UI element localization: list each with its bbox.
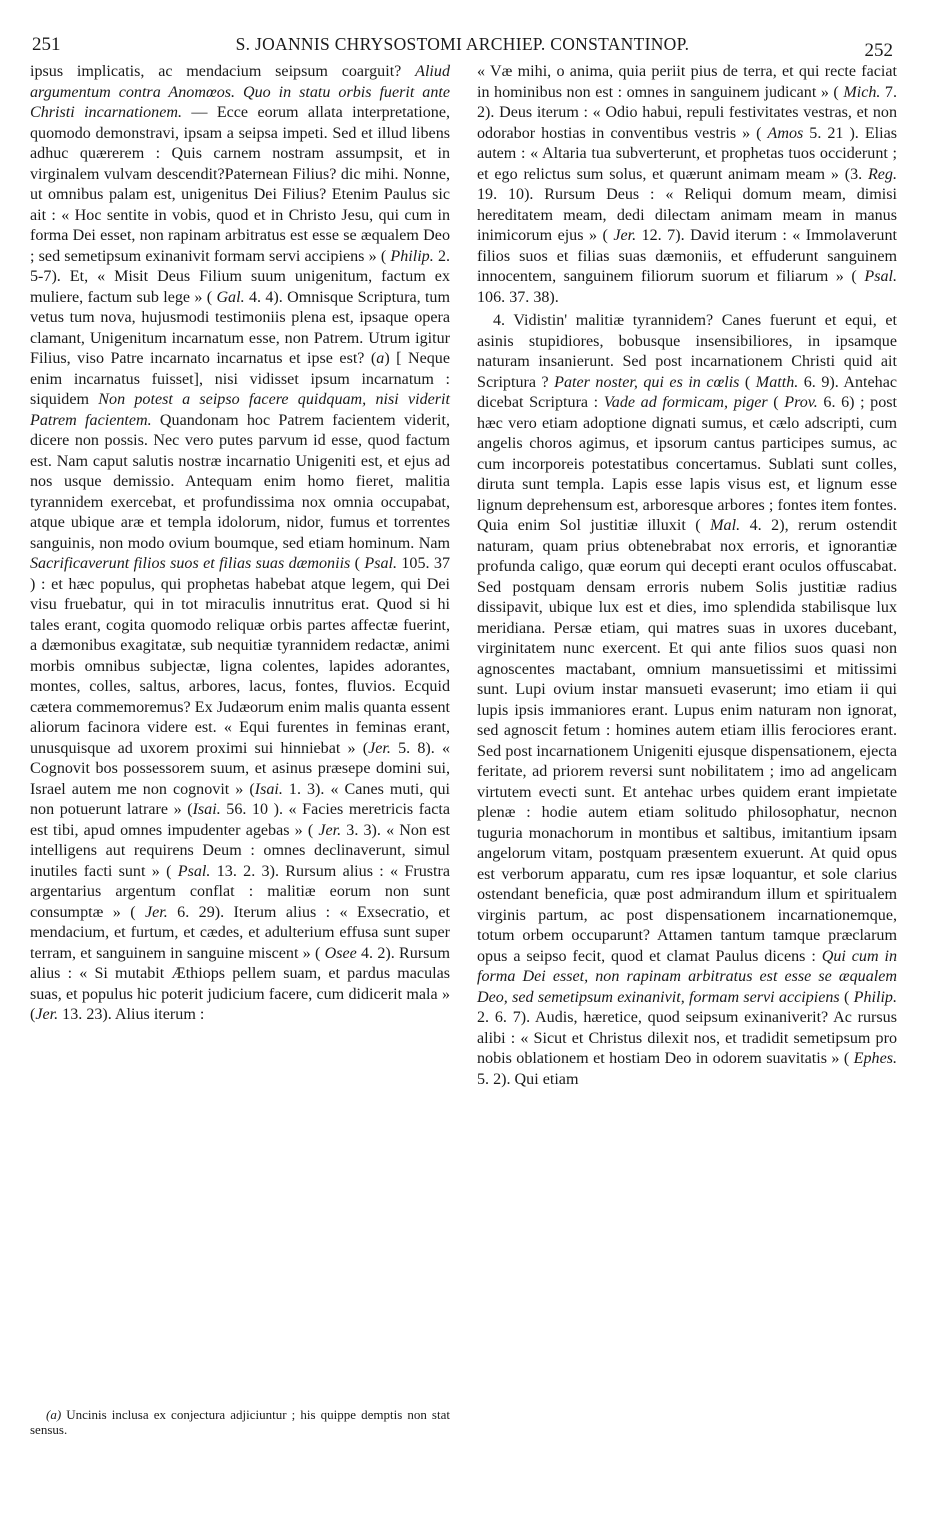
- page-number-left: 251: [32, 34, 61, 55]
- italic-quote: Pater noster, qui es in cœlis: [554, 373, 740, 391]
- text-run: 6. 9). Antehac dicebat Scriptura :: [477, 373, 897, 411]
- italic-quote: Non potest a seipso facere quidquam, nisi viderit Patrem facientem.: [30, 391, 450, 429]
- running-title: S. JOANNIS CHRYSOSTOMI ARCHIEP. CONSTANTINOP.: [235, 34, 690, 54]
- text-run: 105. 37 ) : et hæc populus, qui prophetas habebat atque legem, qui Dei visu fruebatur, qui in tot miraculis innutritus erat. Quod si hi tales erant, cogita quomodo reliquæ orbis partes affectæ fuerint, a dæmonibus exagitatæ, sub nequitiæ tyrannidem redactæ, animi morbis omnibus subjectæ, ligna colentes, lapides adorantes, montes, colles, saltus, arbores, lacus, fontes, fluvios. Ecquid cætera commemoremus? Ex Judæorum enim malis quanta essent aliorum facinora videre est. « Equi furentes in feminas erant, unusquisque ad uxorem proximi sui hinniebat » (: [30, 555, 451, 757]
- footnote-text: Uncinis inclusa ex conjectura adjiciuntur ; his quippe demptis non stat sensus.: [30, 1407, 450, 1437]
- scripture-ref: Jer.: [613, 227, 637, 244]
- scripture-ref: Ephes.: [853, 1050, 897, 1067]
- scripture-ref: Jer.: [35, 1006, 59, 1023]
- text-run: 6. 6) ; post hæc vero etiam adoptione dignati sumus, et cælo adscripti, cum angelis choros agimus, et ipsorum cantus participes sumus, ac cum incorporeis potestatibus concertamus. Sublati sunt colles, diruta sunt templa. Lapis esse lapis visus est, et lignum esse lignum deprehensum est, arboresque arbores ; fontes item fontes. Quia enim Sol justitiæ illuxit (: [477, 394, 898, 534]
- text-run: 5. 21 ). Elias autem : « Altaria tua subverterunt, et prophetas tuos occiderunt ; et ego relictus sum solus, et quærunt animam meam » (3.: [477, 124, 897, 183]
- text-run: 4. 2). Rursum alius : « Si mutabit Æthiops pellem suam, et pardus maculas suas, et populus hic poterit judicium facere, cum didicerit mala » (: [30, 944, 450, 1023]
- text-run: (: [350, 555, 365, 572]
- text-run: 4. 2), rerum ostendit naturam, quam prius obtenebrabat nox erroris, et ignorantiæ profunda caligo, quæ eorum qui decepti erant oculos offuscabat. Sed postquam densam erroris nubem Solis justitiæ radius dissipavit, ubique lux est et dies, imo splendida stabilisque lux meridiana. Persæ etiam, qui matres suas in uxores ducebant, virginitatem nunc exercent. Et qui ante filios suos quasi non agnoscentes mactabant, omnium mansuetissimi et mitissimi sunt. Lupi ovium instar mansueti evaserunt; imo etiam ii qui lupis ipsis immaniores erant. Lupus enim naturam non ignorat, sed agnoscit fetum : homines autem etiam illis ferociores erant. Sed post incarnationem Unigeniti ejusque dispensationem, ejecta feritate, ad priorem reversi sunt nobilitatem ; imo ad angelicam virtutem evecti sunt. Et antehac urbes quidem erant impietate plenæ : hodie autem etiam solitudo philosophatur, necnon tuguria monachorum in montibus et saltibus, imitantium ipsam angelorum vitam, postquam præsentem exuerunt. At quid opus est verborum apparatu, cum res ipsæ loquantur, et sole clarius ostendant beneficia, quæ post admirandum illum et spiritualem virginis partum, ac post dispensationem incarnationemque, totum orbem occuparunt? Attamen tantum tamque præclarum opus a seipso fecit, quod et clamat Paulus dicens :: [477, 517, 897, 965]
- page-header: [30, 34, 895, 60]
- text-run: 12. 7). David iterum : « Immolaverunt filios suos et filias suas dæmoniis, et effuderunt sanguinem innocentem, sanguinem filiorum suorum et filiarum » (: [477, 227, 897, 285]
- text-run: ) [ Neque enim incarnatus fuisset], nisi vidisset ipsum incarnatum : siquidem: [30, 350, 450, 408]
- scripture-ref: Psal.: [177, 862, 211, 880]
- footnote: [30, 1407, 450, 1437]
- scripture-ref: Isai.: [192, 801, 221, 818]
- scripture-ref: Prov.: [784, 394, 818, 411]
- text-run: 5. 2). Qui etiam: [477, 1070, 579, 1088]
- scripture-ref: Psal.: [364, 555, 398, 572]
- scripture-ref: Osee: [324, 944, 357, 962]
- scripture-ref: Mal.: [710, 517, 741, 534]
- right-paragraph-1: [477, 62, 897, 308]
- text-run: 4. 4). Omnisque Scriptura, tum vetus tum nova, hujusmodi testimoniis plena est, ipsaque opera clamant, Unigenitum incarnatum esse, non Patrem. Utrum igitur Filius, viso Patre incarnato incarnatus et ipse est? (: [30, 288, 450, 367]
- text-run: 19. 10). Rursum Deus : « Reliqui domum meam, dimisi hereditatem meam, dedi dilectam animam meam in manus inimicorum ejus » (: [477, 186, 897, 244]
- scripture-ref: Philip.: [853, 988, 898, 1006]
- text-run: 4. Vidistin' malitiæ tyrannidem? Canes fuerunt et equi, et asinis stupidiores, bobusque insensibiliores, in ipsamque naturam insanierunt. Sed post incarnationem Christi quid ait Scriptura ?: [477, 312, 897, 391]
- text-run: Quandonam hoc Patrem facientem viderit, dicere non possis. Nec vero putes parvum id esse, quod factum est. Nam caput salutis nostræ incarnatio Unigeniti est, et ejus ad nos usque demissio. Antequam enim homo fieret, malitia tyrannidem exercebat, et profundissima nox omnia occupabat, atque ubique aræ et templa idolorum, nidor, fumus et torrentes sanguinis, non modo ovium boumque, sed etiam hominum. Nam: [30, 411, 451, 552]
- scripture-ref: Gal.: [216, 288, 245, 306]
- text-run: 5. 8). « Cognovit bos possessorem suum, et asinus præsepe domini sui, Israel autem me non cognovit » (: [30, 739, 450, 798]
- text-run: (: [767, 394, 785, 411]
- scripture-ref: Reg.: [867, 165, 897, 183]
- page-number-right: 252: [864, 40, 893, 61]
- text-run: 56. 10 ). « Facies meretricis facta est tibi, apud omnes impudenter agebas » (: [30, 801, 450, 839]
- footnote-mark: (a): [46, 1407, 62, 1422]
- scripture-ref: Jer.: [144, 903, 168, 921]
- scripture-ref: Jer.: [368, 739, 391, 757]
- text-run: ipsus implicatis, ac mendacium seipsum coarguit?: [30, 63, 416, 80]
- text-run: 7. 2). Deus iterum : « Odio habui, repuli festivitates vestras, et non odorabor hostias in conventibus vestris » (: [477, 83, 898, 142]
- section-heading: Aliud argumentum contra Anomœos. Quo in statu orbis fuerit ante Christi incarnationem.: [30, 63, 450, 121]
- footnote-marker: a: [376, 350, 385, 367]
- text-run: 13. 2. 3). Rursum alius : « Frustra argentarius argentum conflat : malitiæ eorum non sunt consumptæ » (: [30, 862, 451, 921]
- text-run: 2. 5-7). Et, « Misit Deus Filium suum unigenitum, factum ex muliere, factum sub lege » (: [30, 247, 451, 306]
- italic-quote: Sacrificaverunt filios suos et filias suas dæmoniis: [30, 555, 351, 572]
- right-paragraph-2: [477, 311, 897, 1090]
- scripture-ref: Philip.: [390, 247, 434, 265]
- text-run: 1. 3). « Canes muti, qui non potuerunt latrare » (: [30, 780, 450, 818]
- italic-quote: Vade ad formicam, piger: [603, 394, 768, 411]
- italic-quote: Qui cum in forma Dei esset, non rapinam arbitratus est esse se æqualem Deo, sed semetipsum exinanivit, formam servi accipiens: [477, 947, 897, 1006]
- text-run: 6. 29). Iterum alius : « Exsecratio, et mendacium, et furtum, et cædes, et adulterium effusa sunt super terram, et sanguinem in sanguine miscent » (: [30, 903, 450, 962]
- text-run: 2. 6. 7). Audis, hæretice, quod seipsum exinaniverit? Ac rursus alibi : « Sicut et Christus dilexit nos, et tradidit semetipsum pro nobis oblationem et hostiam Deo in odorem suavitatis » (: [477, 1009, 897, 1067]
- text-run: 3. 3). « Non est intelligens aut requirens Deum : omnes declinaverunt, simul inutiles facti sunt » (: [30, 821, 450, 880]
- left-column: [30, 62, 450, 1026]
- text-run: « Væ mihi, o anima, quia periit pius de terra, et qui recte faciat in hominibus non est : omnes in sanguinem judicant » (: [477, 63, 897, 101]
- scripture-ref: Isai.: [254, 780, 283, 798]
- text-run: (: [839, 988, 854, 1006]
- scripture-ref: Psal.: [864, 268, 897, 285]
- scripture-ref: Mich.: [843, 83, 881, 101]
- text-run: — Ecce eorum allata interpretatione, quomodo demonstravi, ipsam a seipsa impeti. Sed et illud libens adhuc quærerem : Quis carnem nostram assumpsit, et in virginalem vulvam descendit?Paternean Filius? dic mihi. Nonne, ut omnibus palam est, unigenitus Dei Filius? Etenim Paulus sic ait : « Hoc sentite in vobis, quod et in Christo Jesu, qui cum in forma Dei esset, non rapinam arbitratus est esse se æqualem Deo ; sed semetipsum exinanivit formam servi accipiens » (: [30, 104, 450, 265]
- scripture-ref: Jer.: [318, 821, 342, 839]
- scripture-ref: Amos: [767, 124, 804, 142]
- left-paragraph: [30, 62, 450, 1026]
- text-run: 13. 23). Alius iterum :: [58, 1006, 205, 1023]
- right-column: [477, 62, 897, 1090]
- text-run: 106. 37. 38).: [477, 288, 559, 306]
- scripture-ref: Matth.: [755, 373, 799, 391]
- text-run: (: [739, 373, 756, 391]
